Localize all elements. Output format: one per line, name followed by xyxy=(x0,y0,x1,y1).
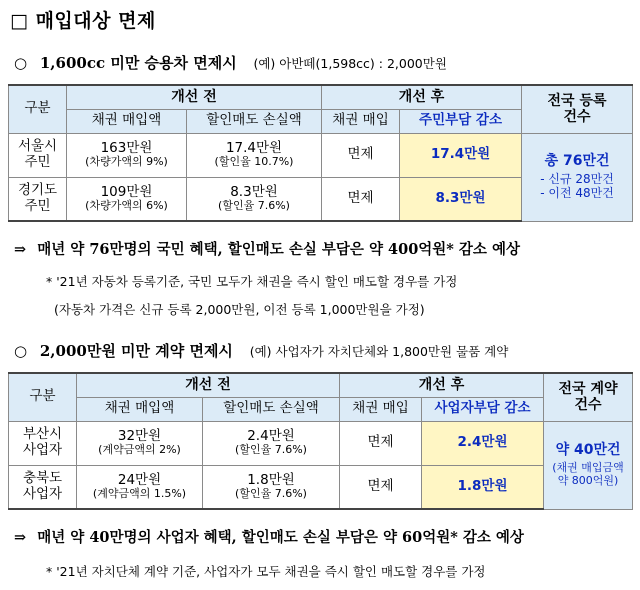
section2-table xyxy=(8,372,633,510)
purchase-value: 32만원 xyxy=(117,427,162,444)
region-line1: 충북도 xyxy=(22,470,63,487)
purchase-cell xyxy=(67,177,187,221)
arrow-icon: ⇒ xyxy=(14,241,27,258)
col-group-header: 구분 xyxy=(9,373,77,421)
region-line1: 서울시 xyxy=(17,138,58,155)
section1-table xyxy=(8,84,633,222)
section2-conclusion-row xyxy=(14,526,524,547)
loss-cell xyxy=(203,421,340,465)
region-line1: 부산시 xyxy=(22,426,63,443)
section2-conclusion: 매년 약 40만명의 사업자 혜택, 할인매도 손실 부담은 약 60억원* 감소 예상 xyxy=(37,529,524,546)
loss-note: (할인율 10.7%) xyxy=(214,155,294,169)
after-purchase-cell: 면제 xyxy=(322,133,400,177)
purchase-value: 163만원 xyxy=(100,139,153,156)
total-main: 총 76만건 xyxy=(544,153,610,170)
loss-value: 2.4만원 xyxy=(247,427,295,444)
total-header xyxy=(522,85,633,133)
section1-heading: 1,600cc 미만 승용차 면제시 xyxy=(39,54,237,72)
col-group-header: 구분 xyxy=(9,85,67,133)
loss-note: (할인율 7.6%) xyxy=(235,487,307,501)
loss-value: 1.8만원 xyxy=(247,471,295,488)
table-row xyxy=(9,133,633,177)
region-line1: 경기도 xyxy=(17,182,58,199)
after-purchase-cell: 면제 xyxy=(340,465,422,509)
col-bond-purchase-after: 채권 매입 xyxy=(340,397,422,421)
purchase-note: (차량가액의 9%) xyxy=(85,155,168,169)
total-cell xyxy=(522,133,633,221)
total-sub-1: - 신규 28만건 xyxy=(540,172,614,187)
before-header: 개선 전 xyxy=(77,373,340,397)
loss-note: (할인율 7.6%) xyxy=(235,443,307,457)
total-sub-2: 약 800억원) xyxy=(557,474,619,488)
total-cell xyxy=(544,421,633,509)
loss-note: (할인율 7.6%) xyxy=(218,199,290,213)
page-title: □ 매입대상 면제 xyxy=(10,10,156,32)
col-bond-purchase-after: 채권 매입 xyxy=(322,109,400,133)
region-line2: 주민 xyxy=(24,197,51,214)
total-sub-1: (채권 매입금액 xyxy=(552,461,624,475)
after-header: 개선 후 xyxy=(340,373,544,397)
section1-note-1: * '21년 자동차 등록기준, 국민 모두가 채권을 즉시 할인 매도할 경우를 가정 xyxy=(46,274,458,289)
loss-cell xyxy=(203,465,340,509)
section2-note-1: * '21년 자치단체 계약 기준, 사업자가 모두 채권을 즉시 할인 매도할 경우를 가정 xyxy=(46,564,486,579)
col-bond-purchase: 채권 매입액 xyxy=(67,109,187,133)
region-line2: 사업자 xyxy=(22,485,63,502)
total-header xyxy=(544,373,633,421)
region-line2: 주민 xyxy=(24,154,51,170)
loss-cell xyxy=(187,177,322,221)
total-header-line2: 건수 xyxy=(563,109,591,126)
reduction-cell: 2.4만원 xyxy=(422,421,544,465)
purchase-note: (차량가액의 6%) xyxy=(85,199,168,213)
section2-marker: ○ xyxy=(14,342,28,360)
purchase-cell xyxy=(77,421,203,465)
col-burden-reduction: 주민부담 감소 xyxy=(400,109,522,133)
region-cell xyxy=(9,133,67,177)
purchase-cell xyxy=(67,133,187,177)
before-header: 개선 전 xyxy=(67,85,322,109)
section2-heading-row xyxy=(14,340,508,361)
section2-heading: 2,000만원 미만 계약 면제시 xyxy=(39,342,233,360)
total-main: 약 40만건 xyxy=(555,442,621,459)
section1-marker: ○ xyxy=(14,54,28,72)
region-line2: 사업자 xyxy=(22,442,63,458)
region-cell xyxy=(9,177,67,221)
section1-conclusion: 매년 약 76만명의 국민 혜택, 할인매도 손실 부담은 약 400억원* 감소 예상 xyxy=(37,241,521,258)
section1-heading-row xyxy=(14,52,447,73)
col-discount-loss: 할인매도 손실액 xyxy=(203,397,340,421)
col-burden-reduction: 사업자부담 감소 xyxy=(422,397,544,421)
region-cell xyxy=(9,421,77,465)
reduction-cell: 17.4만원 xyxy=(400,133,522,177)
section1-example: (예) 아반떼(1,598cc) : 2,000만원 xyxy=(253,56,447,71)
total-header-line1: 전국 등록 xyxy=(547,93,607,110)
total-header-line2: 건수 xyxy=(574,397,602,414)
total-header-line1: 전국 계약 xyxy=(558,381,618,398)
purchase-value: 109만원 xyxy=(100,183,153,200)
purchase-value: 24만원 xyxy=(117,471,162,488)
col-bond-purchase: 채권 매입액 xyxy=(77,397,203,421)
loss-value: 8.3만원 xyxy=(230,183,278,200)
purchase-note: (계약금액의 1.5%) xyxy=(92,487,187,501)
section1-conclusion-row xyxy=(14,238,520,259)
after-purchase-cell: 면제 xyxy=(322,177,400,221)
section1-note-2: (자동차 가격은 신규 등록 2,000만원, 이전 등록 1,000만원을 가정) xyxy=(54,302,425,317)
col-discount-loss: 할인매도 손실액 xyxy=(187,109,322,133)
after-purchase-cell: 면제 xyxy=(340,421,422,465)
purchase-note: (계약금액의 2%) xyxy=(98,443,181,457)
table-row xyxy=(9,465,633,509)
arrow-icon: ⇒ xyxy=(14,529,27,546)
reduction-cell: 1.8만원 xyxy=(422,465,544,509)
region-cell xyxy=(9,465,77,509)
total-sub-2: - 이전 48만건 xyxy=(540,186,614,201)
loss-cell xyxy=(187,133,322,177)
loss-value: 17.4만원 xyxy=(225,139,283,156)
after-header: 개선 후 xyxy=(322,85,522,109)
table-row xyxy=(9,421,633,465)
reduction-cell: 8.3만원 xyxy=(400,177,522,221)
section2-example: (예) 사업자가 자치단체와 1,800만원 물품 계약 xyxy=(249,344,509,359)
purchase-cell xyxy=(77,465,203,509)
